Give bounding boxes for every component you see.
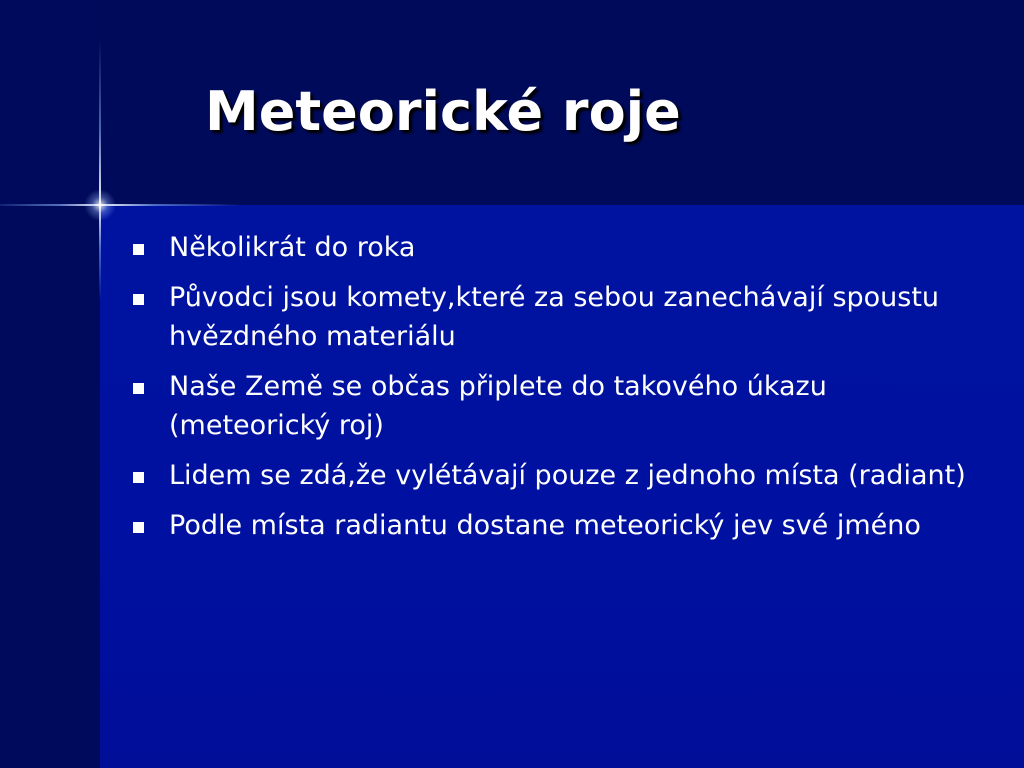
star-cross-icon (84, 189, 116, 221)
bullet-list (130, 228, 990, 556)
bullet-item (130, 278, 990, 356)
square-bullet-icon (133, 294, 144, 305)
bullet-text: Naše Země se občas připlete do takového úkazu (meteorický roj) (169, 371, 827, 441)
square-bullet-icon (133, 522, 144, 533)
bullet-item (130, 506, 990, 545)
background-left-band (0, 0, 100, 768)
star-cross-vertical-line (99, 40, 101, 300)
bullet-item (130, 456, 990, 495)
bullet-item (130, 367, 990, 445)
bullet-text: Podle místa radiantu dostane meteorický jev své jméno (169, 510, 921, 541)
bullet-text: Původci jsou komety,které za sebou zanechávají spoustu hvězdného materiálu (169, 282, 940, 352)
square-bullet-icon (133, 383, 144, 394)
bullet-item (130, 228, 990, 267)
square-bullet-icon (133, 244, 144, 255)
bullet-text: Několikrát do roka (169, 232, 416, 263)
star-cross-horizontal-line (0, 204, 240, 206)
bullet-text: Lidem se zdá,že vylétávají pouze z jednoho místa (radiant) (169, 460, 966, 491)
slide-title: Meteorické roje (205, 80, 681, 143)
square-bullet-icon (133, 472, 144, 483)
